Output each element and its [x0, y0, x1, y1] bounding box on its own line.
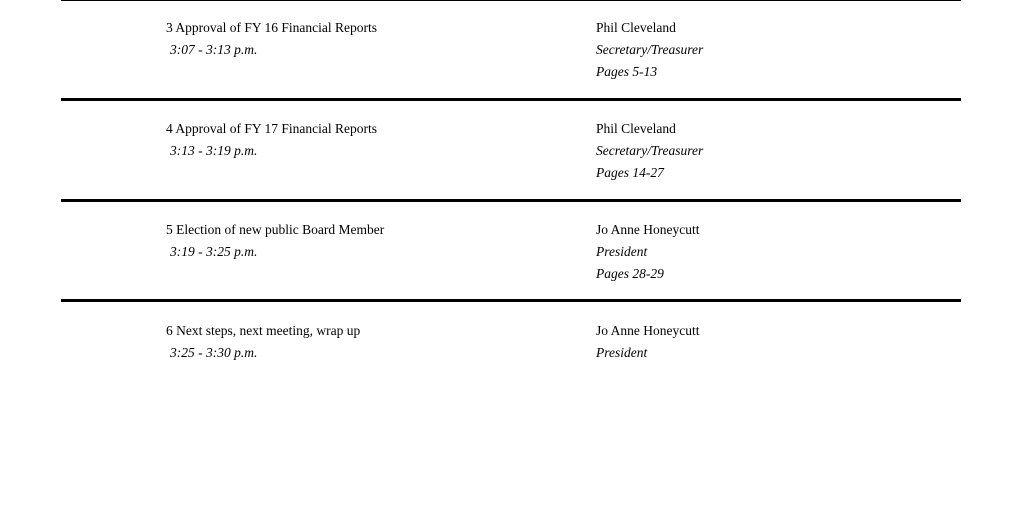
- presenter-name: Jo Anne Honeycutt: [596, 323, 700, 338]
- agenda-item-left: [166, 17, 566, 61]
- agenda-item-6: [0, 320, 1024, 410]
- presenter-role: Secretary/Treasurer: [596, 42, 704, 57]
- agenda-item-time: 3:25 - 3:30 p.m.: [170, 345, 258, 360]
- agenda-item-title: 4 Approval of FY 17 Financial Reports: [166, 121, 377, 136]
- agenda-item-title: 5 Election of new public Board Member: [166, 222, 385, 237]
- agenda-item-right: [596, 118, 956, 184]
- presenter-role: Secretary/Treasurer: [596, 143, 704, 158]
- agenda-item-time: 3:19 - 3:25 p.m.: [170, 244, 258, 259]
- presenter-role: President: [596, 244, 648, 259]
- page-reference: Pages 28-29: [596, 266, 664, 281]
- agenda-item-left: [166, 118, 566, 162]
- agenda-item-left: [166, 320, 566, 364]
- agenda-item-left: [166, 219, 566, 263]
- presenter-role: President: [596, 345, 648, 360]
- agenda-item-title: 3 Approval of FY 16 Financial Reports: [166, 20, 377, 35]
- presenter-name: Phil Cleveland: [596, 20, 676, 35]
- top-divider: [61, 0, 961, 1]
- agenda-item-right: [596, 17, 956, 83]
- agenda-item-3: [0, 17, 1024, 107]
- page-reference: Pages 14-27: [596, 165, 664, 180]
- agenda-item-right: [596, 219, 956, 285]
- agenda-item-5: [0, 219, 1024, 309]
- agenda-item-time: 3:07 - 3:13 p.m.: [170, 42, 258, 57]
- page-reference: Pages 5-13: [596, 64, 658, 79]
- agenda-item-title: 6 Next steps, next meeting, wrap up: [166, 323, 361, 338]
- section-divider: [61, 199, 961, 202]
- section-divider: [61, 98, 961, 101]
- agenda-item-4: [0, 118, 1024, 208]
- section-divider: [61, 299, 961, 302]
- presenter-name: Phil Cleveland: [596, 121, 676, 136]
- agenda-item-time: 3:13 - 3:19 p.m.: [170, 143, 258, 158]
- presenter-name: Jo Anne Honeycutt: [596, 222, 700, 237]
- agenda-item-right: [596, 320, 956, 364]
